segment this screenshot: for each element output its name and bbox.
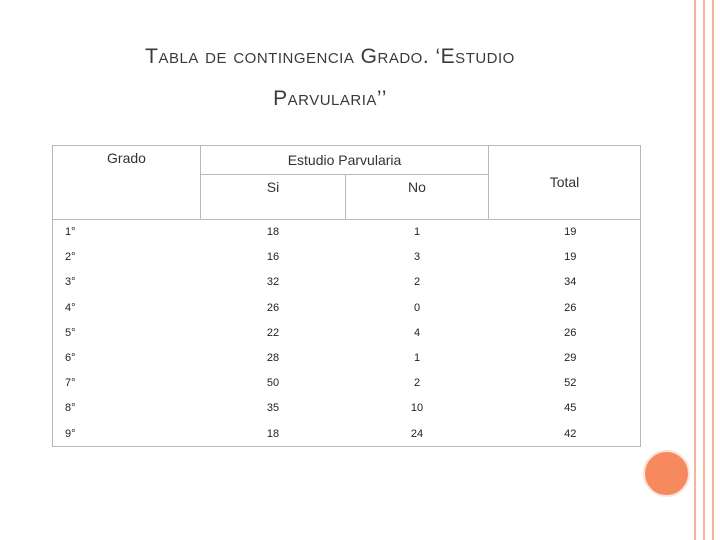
row-no-cell: 1 xyxy=(413,352,421,365)
right-border-line-1 xyxy=(694,0,696,540)
table-row xyxy=(53,295,641,320)
row-si-cell: 50 xyxy=(266,377,280,390)
row-grado-cell: 9° xyxy=(53,421,201,447)
header-row-1 xyxy=(53,146,641,175)
row-grado-cell: 3° xyxy=(53,270,201,295)
row-total-cell: 34 xyxy=(489,270,641,295)
table-row xyxy=(53,371,641,396)
table-row xyxy=(53,421,641,447)
row-grado-cell: 6° xyxy=(53,345,201,370)
row-grado-cell: 2° xyxy=(53,245,201,270)
row-no-cell: 2 xyxy=(413,276,421,289)
table-row xyxy=(53,345,641,370)
row-total-cell: 19 xyxy=(489,219,641,245)
header-row-2 xyxy=(53,174,641,219)
table-row xyxy=(53,320,641,345)
row-no-cell: 3 xyxy=(413,251,421,264)
row-total-cell: 45 xyxy=(489,396,641,421)
row-si-cell: 18 xyxy=(201,421,346,447)
row-total-cell: 19 xyxy=(489,245,641,270)
row-si-cell: 18 xyxy=(266,226,280,239)
table-row xyxy=(53,245,641,270)
row-no-cell: 24 xyxy=(346,421,489,447)
row-grado-cell: 1° xyxy=(53,219,201,245)
row-grado-cell: 4° xyxy=(53,295,201,320)
header-estudio-parvularia: Estudio Parvularia xyxy=(201,146,489,175)
title-line-2: Parvularia’’ xyxy=(273,87,387,110)
row-no-cell: 10 xyxy=(410,402,424,415)
right-border-line-3 xyxy=(712,0,714,540)
row-grado-cell: 8° xyxy=(53,396,201,421)
row-si-cell: 16 xyxy=(266,251,280,264)
row-no-cell: 4 xyxy=(413,326,421,339)
row-no-cell: 1 xyxy=(413,226,421,239)
row-no-cell: 0 xyxy=(413,301,421,314)
right-border-line-2 xyxy=(703,0,705,540)
row-grado-cell: 5° xyxy=(53,320,201,345)
header-total-top-cell xyxy=(489,146,641,175)
row-no-cell: 2 xyxy=(413,377,421,390)
header-si: Si xyxy=(201,174,346,219)
row-grado-cell: 7° xyxy=(53,371,201,396)
decorative-orange-circle xyxy=(643,450,690,497)
row-total-cell: 42 xyxy=(489,421,641,447)
table-row xyxy=(53,219,641,245)
row-si-cell: 22 xyxy=(266,326,280,339)
row-si-cell: 28 xyxy=(266,352,280,365)
row-si-cell: 35 xyxy=(266,402,280,415)
slide-title xyxy=(0,36,660,120)
table-row xyxy=(53,396,641,421)
table-row xyxy=(53,270,641,295)
row-si-cell: 32 xyxy=(266,276,280,289)
title-line-1: Tabla de contingencia Grado. ‘Estudio xyxy=(145,45,515,68)
row-total-cell: 26 xyxy=(489,295,641,320)
header-no: No xyxy=(346,174,489,219)
header-grado-bottom-cell xyxy=(53,174,201,219)
row-total-cell: 29 xyxy=(489,345,641,370)
row-total-cell: 52 xyxy=(489,371,641,396)
header-grado: Grado xyxy=(53,146,201,175)
row-total-cell: 26 xyxy=(489,320,641,345)
header-total: Total xyxy=(489,174,641,219)
contingency-table xyxy=(52,145,641,447)
row-si-cell: 26 xyxy=(266,301,280,314)
